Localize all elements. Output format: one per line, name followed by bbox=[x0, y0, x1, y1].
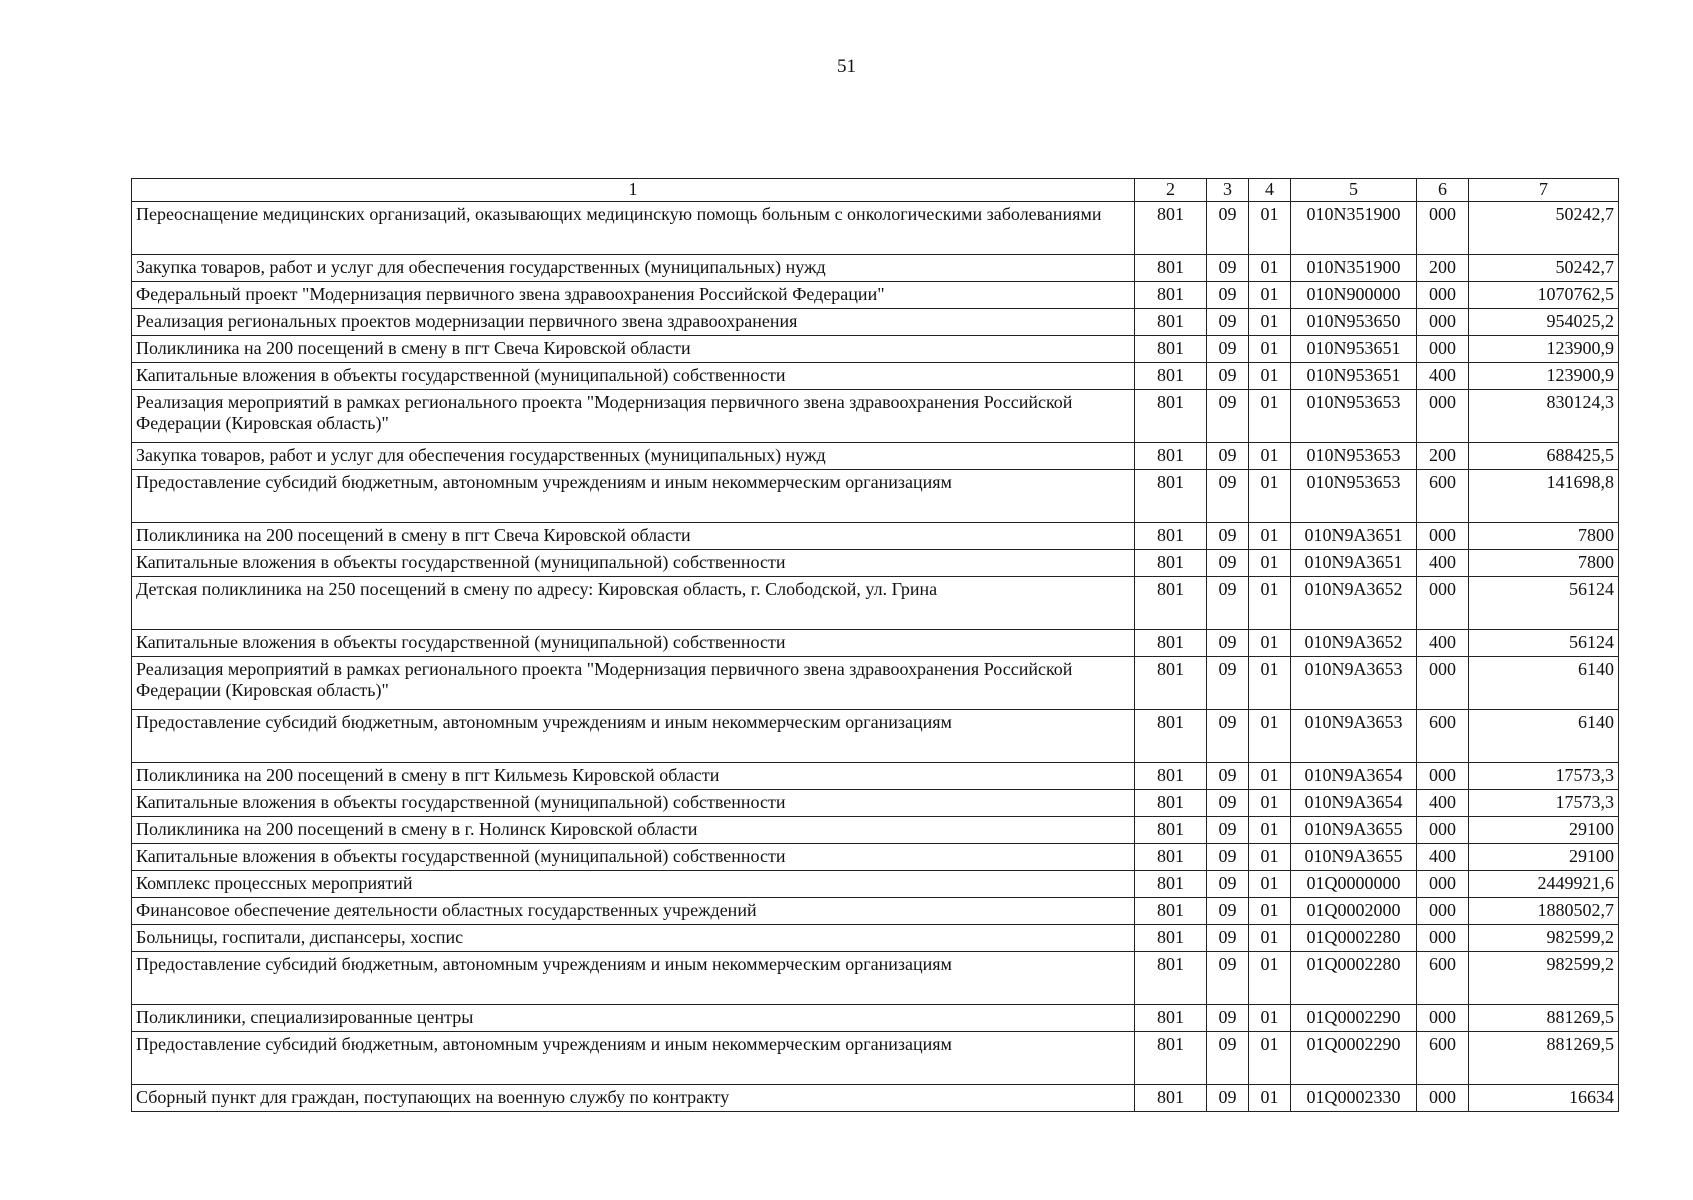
subsection-code-cell: 01 bbox=[1249, 1004, 1291, 1031]
column-header: 5 bbox=[1291, 179, 1417, 202]
table-row bbox=[132, 254, 1619, 281]
amount-cell: 6140 bbox=[1469, 656, 1619, 709]
section-code-cell: 09 bbox=[1207, 924, 1249, 951]
amount-cell: 123900,9 bbox=[1469, 335, 1619, 362]
row-name-cell: Капитальные вложения в объекты государственной (муниципальной) собственности bbox=[132, 362, 1135, 389]
row-name-cell: Комплекс процессных мероприятий bbox=[132, 870, 1135, 897]
ministry-code-cell: 801 bbox=[1135, 656, 1207, 709]
target-article-cell: 010N9A3653 bbox=[1291, 656, 1417, 709]
section-code-cell: 09 bbox=[1207, 362, 1249, 389]
expense-type-cell: 000 bbox=[1417, 576, 1469, 629]
table-row bbox=[132, 281, 1619, 308]
table-row bbox=[132, 924, 1619, 951]
amount-cell: 2449921,6 bbox=[1469, 870, 1619, 897]
ministry-code-cell: 801 bbox=[1135, 1084, 1207, 1111]
ministry-code-cell: 801 bbox=[1135, 389, 1207, 442]
target-article-cell: 010N9A3654 bbox=[1291, 762, 1417, 789]
row-name-cell: Предоставление субсидий бюджетным, автономным учреждениям и иным некоммерческим организациям bbox=[132, 951, 1135, 1004]
amount-cell: 56124 bbox=[1469, 576, 1619, 629]
subsection-code-cell: 01 bbox=[1249, 816, 1291, 843]
subsection-code-cell: 01 bbox=[1249, 201, 1291, 254]
amount-cell: 7800 bbox=[1469, 549, 1619, 576]
target-article-cell: 01Q0002290 bbox=[1291, 1031, 1417, 1084]
amount-cell: 688425,5 bbox=[1469, 442, 1619, 469]
section-code-cell: 09 bbox=[1207, 469, 1249, 522]
subsection-code-cell: 01 bbox=[1249, 362, 1291, 389]
target-article-cell: 010N9A3652 bbox=[1291, 576, 1417, 629]
expense-type-cell: 000 bbox=[1417, 762, 1469, 789]
row-name-cell: Закупка товаров, работ и услуг для обеспечения государственных (муниципальных) нужд bbox=[132, 254, 1135, 281]
row-name-cell: Сборный пункт для граждан, поступающих на военную службу по контракту bbox=[132, 1084, 1135, 1111]
amount-cell: 1880502,7 bbox=[1469, 897, 1619, 924]
amount-cell: 1070762,5 bbox=[1469, 281, 1619, 308]
table-row bbox=[132, 897, 1619, 924]
target-article-cell: 010N953651 bbox=[1291, 335, 1417, 362]
row-name-cell: Закупка товаров, работ и услуг для обеспечения государственных (муниципальных) нужд bbox=[132, 442, 1135, 469]
expense-type-cell: 400 bbox=[1417, 789, 1469, 816]
table-row bbox=[132, 576, 1619, 629]
expense-type-cell: 000 bbox=[1417, 924, 1469, 951]
subsection-code-cell: 01 bbox=[1249, 951, 1291, 1004]
ministry-code-cell: 801 bbox=[1135, 629, 1207, 656]
amount-cell: 17573,3 bbox=[1469, 762, 1619, 789]
amount-cell: 29100 bbox=[1469, 816, 1619, 843]
ministry-code-cell: 801 bbox=[1135, 789, 1207, 816]
table-row bbox=[132, 201, 1619, 254]
row-name-cell: Капитальные вложения в объекты государственной (муниципальной) собственности bbox=[132, 629, 1135, 656]
expense-type-cell: 600 bbox=[1417, 1031, 1469, 1084]
target-article-cell: 010N351900 bbox=[1291, 254, 1417, 281]
expense-type-cell: 000 bbox=[1417, 816, 1469, 843]
ministry-code-cell: 801 bbox=[1135, 308, 1207, 335]
target-article-cell: 010N953651 bbox=[1291, 362, 1417, 389]
table-row bbox=[132, 1004, 1619, 1031]
expense-type-cell: 000 bbox=[1417, 389, 1469, 442]
table-row bbox=[132, 870, 1619, 897]
row-name-cell: Поликлиника на 200 посещений в смену в пгт Свеча Кировской области bbox=[132, 522, 1135, 549]
section-code-cell: 09 bbox=[1207, 951, 1249, 1004]
subsection-code-cell: 01 bbox=[1249, 308, 1291, 335]
ministry-code-cell: 801 bbox=[1135, 951, 1207, 1004]
target-article-cell: 01Q0002290 bbox=[1291, 1004, 1417, 1031]
expense-type-cell: 600 bbox=[1417, 951, 1469, 1004]
subsection-code-cell: 01 bbox=[1249, 924, 1291, 951]
table-row bbox=[132, 629, 1619, 656]
row-name-cell: Переоснащение медицинских организаций, оказывающих медицинскую помощь больным с онкологическими заболеваниями bbox=[132, 201, 1135, 254]
section-code-cell: 09 bbox=[1207, 709, 1249, 762]
expense-type-cell: 400 bbox=[1417, 629, 1469, 656]
budget-table bbox=[131, 178, 1619, 1112]
row-name-cell: Детская поликлиника на 250 посещений в смену по адресу: Кировская область, г. Слободской, ул. Грина bbox=[132, 576, 1135, 629]
amount-cell: 50242,7 bbox=[1469, 254, 1619, 281]
subsection-code-cell: 01 bbox=[1249, 656, 1291, 709]
subsection-code-cell: 01 bbox=[1249, 870, 1291, 897]
section-code-cell: 09 bbox=[1207, 816, 1249, 843]
amount-cell: 954025,2 bbox=[1469, 308, 1619, 335]
table-row bbox=[132, 389, 1619, 442]
column-header: 4 bbox=[1249, 179, 1291, 202]
ministry-code-cell: 801 bbox=[1135, 442, 1207, 469]
target-article-cell: 010N953650 bbox=[1291, 308, 1417, 335]
section-code-cell: 09 bbox=[1207, 254, 1249, 281]
subsection-code-cell: 01 bbox=[1249, 576, 1291, 629]
amount-cell: 7800 bbox=[1469, 522, 1619, 549]
table-row bbox=[132, 1031, 1619, 1084]
target-article-cell: 01Q0002000 bbox=[1291, 897, 1417, 924]
subsection-code-cell: 01 bbox=[1249, 789, 1291, 816]
subsection-code-cell: 01 bbox=[1249, 335, 1291, 362]
ministry-code-cell: 801 bbox=[1135, 924, 1207, 951]
row-name-cell: Предоставление субсидий бюджетным, автономным учреждениям и иным некоммерческим организациям bbox=[132, 1031, 1135, 1084]
amount-cell: 141698,8 bbox=[1469, 469, 1619, 522]
table-row bbox=[132, 308, 1619, 335]
ministry-code-cell: 801 bbox=[1135, 335, 1207, 362]
section-code-cell: 09 bbox=[1207, 1031, 1249, 1084]
amount-cell: 56124 bbox=[1469, 629, 1619, 656]
amount-cell: 123900,9 bbox=[1469, 362, 1619, 389]
expense-type-cell: 000 bbox=[1417, 201, 1469, 254]
expense-type-cell: 200 bbox=[1417, 442, 1469, 469]
section-code-cell: 09 bbox=[1207, 1004, 1249, 1031]
ministry-code-cell: 801 bbox=[1135, 522, 1207, 549]
amount-cell: 17573,3 bbox=[1469, 789, 1619, 816]
subsection-code-cell: 01 bbox=[1249, 281, 1291, 308]
expense-type-cell: 200 bbox=[1417, 254, 1469, 281]
target-article-cell: 010N9A3651 bbox=[1291, 549, 1417, 576]
section-code-cell: 09 bbox=[1207, 789, 1249, 816]
section-code-cell: 09 bbox=[1207, 629, 1249, 656]
table-row bbox=[132, 362, 1619, 389]
row-name-cell: Предоставление субсидий бюджетным, автономным учреждениям и иным некоммерческим организациям bbox=[132, 709, 1135, 762]
target-article-cell: 010N9A3653 bbox=[1291, 709, 1417, 762]
amount-cell: 830124,3 bbox=[1469, 389, 1619, 442]
subsection-code-cell: 01 bbox=[1249, 709, 1291, 762]
ministry-code-cell: 801 bbox=[1135, 254, 1207, 281]
column-header: 1 bbox=[132, 179, 1135, 202]
table-row bbox=[132, 951, 1619, 1004]
subsection-code-cell: 01 bbox=[1249, 629, 1291, 656]
column-header: 2 bbox=[1135, 179, 1207, 202]
expense-type-cell: 400 bbox=[1417, 362, 1469, 389]
table-row bbox=[132, 469, 1619, 522]
target-article-cell: 010N9A3651 bbox=[1291, 522, 1417, 549]
subsection-code-cell: 01 bbox=[1249, 1084, 1291, 1111]
target-article-cell: 010N953653 bbox=[1291, 469, 1417, 522]
column-header: 6 bbox=[1417, 179, 1469, 202]
expense-type-cell: 000 bbox=[1417, 308, 1469, 335]
amount-cell: 982599,2 bbox=[1469, 951, 1619, 1004]
table-row bbox=[132, 762, 1619, 789]
subsection-code-cell: 01 bbox=[1249, 389, 1291, 442]
ministry-code-cell: 801 bbox=[1135, 362, 1207, 389]
row-name-cell: Больницы, госпитали, диспансеры, хоспис bbox=[132, 924, 1135, 951]
expense-type-cell: 000 bbox=[1417, 281, 1469, 308]
row-name-cell: Реализация мероприятий в рамках регионального проекта "Модернизация первичного звена здравоохранения Российской Федерации (Кировская область)" bbox=[132, 389, 1135, 442]
section-code-cell: 09 bbox=[1207, 656, 1249, 709]
target-article-cell: 010N351900 bbox=[1291, 201, 1417, 254]
row-name-cell: Поликлиника на 200 посещений в смену в пгт Свеча Кировской области bbox=[132, 335, 1135, 362]
expense-type-cell: 000 bbox=[1417, 335, 1469, 362]
subsection-code-cell: 01 bbox=[1249, 254, 1291, 281]
row-name-cell: Поликлиника на 200 посещений в смену в пгт Кильмезь Кировской области bbox=[132, 762, 1135, 789]
expense-type-cell: 600 bbox=[1417, 709, 1469, 762]
table-row bbox=[132, 656, 1619, 709]
table-row bbox=[132, 1084, 1619, 1111]
expense-type-cell: 000 bbox=[1417, 897, 1469, 924]
amount-cell: 6140 bbox=[1469, 709, 1619, 762]
target-article-cell: 010N9A3655 bbox=[1291, 843, 1417, 870]
ministry-code-cell: 801 bbox=[1135, 1031, 1207, 1084]
table-row bbox=[132, 335, 1619, 362]
subsection-code-cell: 01 bbox=[1249, 522, 1291, 549]
ministry-code-cell: 801 bbox=[1135, 549, 1207, 576]
section-code-cell: 09 bbox=[1207, 870, 1249, 897]
section-code-cell: 09 bbox=[1207, 762, 1249, 789]
section-code-cell: 09 bbox=[1207, 897, 1249, 924]
table-row bbox=[132, 549, 1619, 576]
ministry-code-cell: 801 bbox=[1135, 1004, 1207, 1031]
table-row bbox=[132, 522, 1619, 549]
ministry-code-cell: 801 bbox=[1135, 816, 1207, 843]
table-row bbox=[132, 843, 1619, 870]
ministry-code-cell: 801 bbox=[1135, 870, 1207, 897]
section-code-cell: 09 bbox=[1207, 843, 1249, 870]
amount-cell: 982599,2 bbox=[1469, 924, 1619, 951]
section-code-cell: 09 bbox=[1207, 576, 1249, 629]
row-name-cell: Капитальные вложения в объекты государственной (муниципальной) собственности bbox=[132, 843, 1135, 870]
row-name-cell: Федеральный проект "Модернизация первичного звена здравоохранения Российской Федерации" bbox=[132, 281, 1135, 308]
ministry-code-cell: 801 bbox=[1135, 709, 1207, 762]
target-article-cell: 01Q0002280 bbox=[1291, 951, 1417, 1004]
section-code-cell: 09 bbox=[1207, 201, 1249, 254]
amount-cell: 50242,7 bbox=[1469, 201, 1619, 254]
ministry-code-cell: 801 bbox=[1135, 843, 1207, 870]
row-name-cell: Реализация мероприятий в рамках регионального проекта "Модернизация первичного звена здравоохранения Российской Федерации (Кировская область)" bbox=[132, 656, 1135, 709]
section-code-cell: 09 bbox=[1207, 389, 1249, 442]
row-name-cell: Финансовое обеспечение деятельности областных государственных учреждений bbox=[132, 897, 1135, 924]
section-code-cell: 09 bbox=[1207, 308, 1249, 335]
target-article-cell: 010N953653 bbox=[1291, 389, 1417, 442]
section-code-cell: 09 bbox=[1207, 442, 1249, 469]
row-name-cell: Предоставление субсидий бюджетным, автономным учреждениям и иным некоммерческим организациям bbox=[132, 469, 1135, 522]
target-article-cell: 010N9A3654 bbox=[1291, 789, 1417, 816]
target-article-cell: 010N9A3655 bbox=[1291, 816, 1417, 843]
expense-type-cell: 000 bbox=[1417, 870, 1469, 897]
amount-cell: 16634 bbox=[1469, 1084, 1619, 1111]
amount-cell: 881269,5 bbox=[1469, 1031, 1619, 1084]
expense-type-cell: 000 bbox=[1417, 1004, 1469, 1031]
subsection-code-cell: 01 bbox=[1249, 442, 1291, 469]
subsection-code-cell: 01 bbox=[1249, 549, 1291, 576]
ministry-code-cell: 801 bbox=[1135, 897, 1207, 924]
table-row bbox=[132, 816, 1619, 843]
expense-type-cell: 400 bbox=[1417, 843, 1469, 870]
expense-type-cell: 000 bbox=[1417, 656, 1469, 709]
ministry-code-cell: 801 bbox=[1135, 576, 1207, 629]
target-article-cell: 01Q0000000 bbox=[1291, 870, 1417, 897]
section-code-cell: 09 bbox=[1207, 281, 1249, 308]
ministry-code-cell: 801 bbox=[1135, 469, 1207, 522]
target-article-cell: 01Q0002330 bbox=[1291, 1084, 1417, 1111]
column-header: 7 bbox=[1469, 179, 1619, 202]
ministry-code-cell: 801 bbox=[1135, 281, 1207, 308]
expense-type-cell: 000 bbox=[1417, 1084, 1469, 1111]
table-body bbox=[132, 201, 1619, 1111]
column-header: 3 bbox=[1207, 179, 1249, 202]
row-name-cell: Поликлиники, специализированные центры bbox=[132, 1004, 1135, 1031]
subsection-code-cell: 01 bbox=[1249, 897, 1291, 924]
ministry-code-cell: 801 bbox=[1135, 201, 1207, 254]
target-article-cell: 010N900000 bbox=[1291, 281, 1417, 308]
section-code-cell: 09 bbox=[1207, 522, 1249, 549]
ministry-code-cell: 801 bbox=[1135, 762, 1207, 789]
section-code-cell: 09 bbox=[1207, 1084, 1249, 1111]
table-header-row bbox=[132, 179, 1619, 202]
page-number: 51 bbox=[837, 56, 856, 77]
section-code-cell: 09 bbox=[1207, 335, 1249, 362]
target-article-cell: 010N9A3652 bbox=[1291, 629, 1417, 656]
row-name-cell: Капитальные вложения в объекты государственной (муниципальной) собственности bbox=[132, 789, 1135, 816]
section-code-cell: 09 bbox=[1207, 549, 1249, 576]
expense-type-cell: 400 bbox=[1417, 549, 1469, 576]
row-name-cell: Капитальные вложения в объекты государственной (муниципальной) собственности bbox=[132, 549, 1135, 576]
row-name-cell: Реализация региональных проектов модернизации первичного звена здравоохранения bbox=[132, 308, 1135, 335]
subsection-code-cell: 01 bbox=[1249, 762, 1291, 789]
expense-type-cell: 600 bbox=[1417, 469, 1469, 522]
expense-type-cell: 000 bbox=[1417, 522, 1469, 549]
amount-cell: 29100 bbox=[1469, 843, 1619, 870]
table-row bbox=[132, 789, 1619, 816]
subsection-code-cell: 01 bbox=[1249, 469, 1291, 522]
amount-cell: 881269,5 bbox=[1469, 1004, 1619, 1031]
target-article-cell: 01Q0002280 bbox=[1291, 924, 1417, 951]
table-row bbox=[132, 709, 1619, 762]
subsection-code-cell: 01 bbox=[1249, 1031, 1291, 1084]
table-row bbox=[132, 442, 1619, 469]
subsection-code-cell: 01 bbox=[1249, 843, 1291, 870]
target-article-cell: 010N953653 bbox=[1291, 442, 1417, 469]
row-name-cell: Поликлиника на 200 посещений в смену в г. Нолинск Кировской области bbox=[132, 816, 1135, 843]
